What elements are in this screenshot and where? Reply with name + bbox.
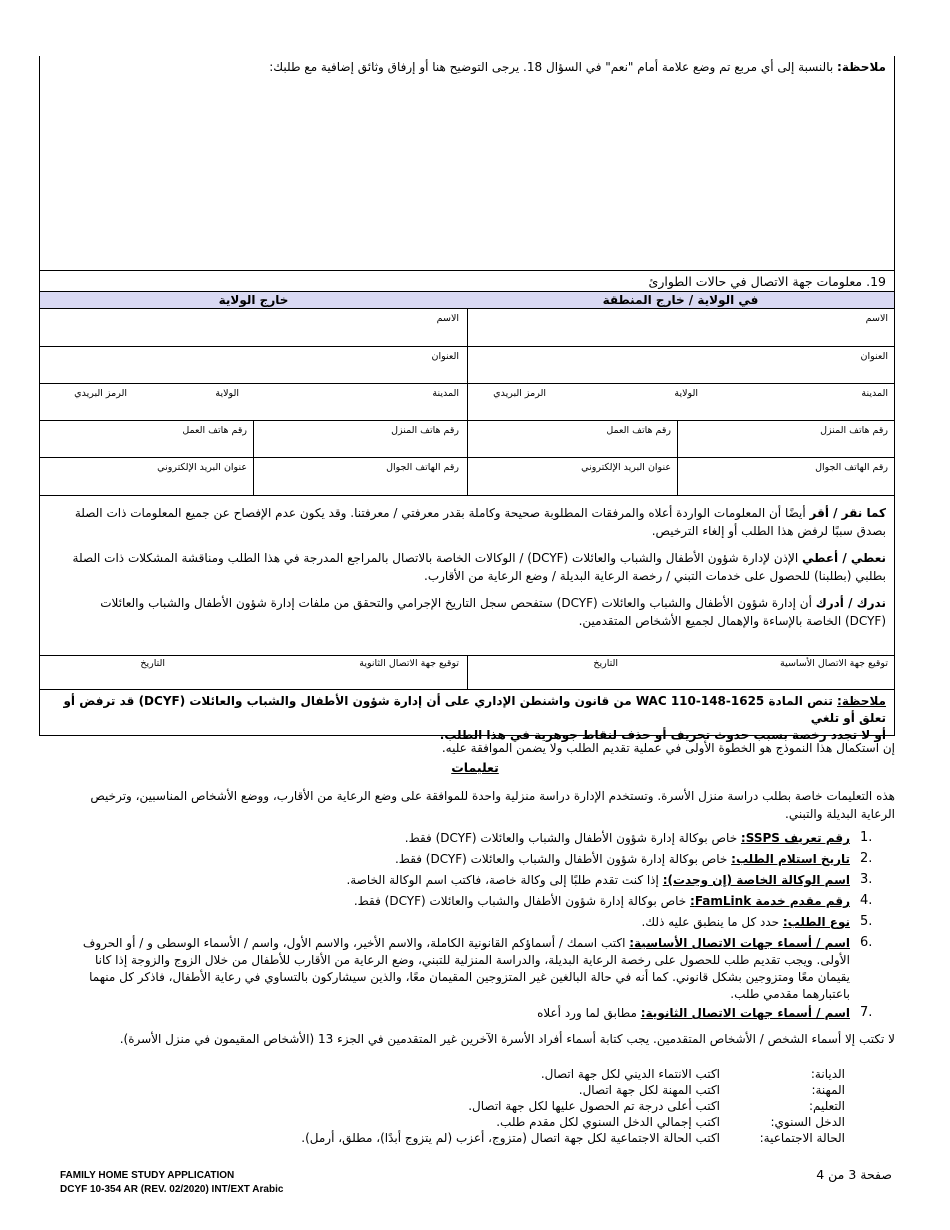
out-state-email-label: عنوان البريد الإلكتروني <box>157 462 247 473</box>
declaration-2-bold: نعطي / أعطي <box>802 551 886 565</box>
instruction-item-number: 3. <box>860 872 873 887</box>
instruction-item-text: حدد كل ما ينطبق عليه ذلك. <box>641 915 783 929</box>
in-state-work-phone-field[interactable] <box>468 421 677 457</box>
note-bottom-text2: أو لا تجدد رخصة بسبب حدوث تحريف أو حذف لنقاط جوهرية في هذا الطلب. <box>439 728 886 742</box>
declaration-3 <box>56 594 886 630</box>
declaration-3-text: أن إدارة شؤون الأطفال والشباب والعائلات (DCYF) ستفحص سجل التاريخ الإجرامي والتحقق من ملفات إدارة شؤون الأطفال والشباب والعائلات (DCYF) الخاصة بالإساءة والإهمال لجميع الأشخاص المتقدمين. <box>100 596 886 628</box>
instructions-intro: هذه التعليمات خاصة بطلب دراسة منزل الأسرة. وتستخدم الإدارة دراسة منزلية واحدة للموافقة على وضع الرعاية من الأقارب، ووضع الأشخاص المناسبين، وترخيص الرعاية البديلة والتبني. <box>90 789 895 821</box>
in-state-mobile-field[interactable] <box>678 458 894 495</box>
q19-title: معلومات جهة الاتصال في حالات الطوارئ <box>648 274 863 289</box>
primary-signature-field[interactable] <box>468 656 894 689</box>
declaration-1-bold: كما نقر / أقر <box>809 506 886 520</box>
form-title: FAMILY HOME STUDY APPLICATION <box>60 1170 235 1181</box>
in-state-home-phone-label: رقم هاتف المنزل <box>820 425 888 436</box>
instruction-item-text: مطابق لما ورد أعلاه <box>537 1006 641 1020</box>
definition-text: اكتب المهنة لكل جهة اتصال. <box>578 1083 720 1097</box>
in-state-header: في الولاية / خارج المنطقة <box>602 293 759 307</box>
instruction-item-text: اكتب اسمك / أسماؤكم القانونية الكاملة، والاسم الأخير، والاسم الأول، واسم / الأسماء الوسطى و / أو الحروف الأولى. ويجب تقديم طلب للحصول على رخصة الرعاية البديلة، والدراسة المنزلية للتبني، وضع الرعاية من الأقارب للأطفال من خلال الزوج والزوجة إذا كانا يقيمان معًا ومتزوجين بشكل قانوني. كما أنه في حالة البالغين غير المتزوجين المقيمان معًا، والذين سيشاركون بالتساوي في رعاية الأطفال، فاذكر كل منهما باعتبارهما مقدمي طلب. <box>82 936 850 1001</box>
instruction-item <box>90 914 850 931</box>
instruction-item <box>90 851 850 868</box>
out-state-home-phone-field[interactable] <box>254 421 467 457</box>
item7-note: لا تكتب إلا أسماء الشخص / الأشخاص المتقدمين. يجب كتابة أسماء أفراد الأسرة الآخرين غير المتقدمين في الجزء 13 (الأشخاص المقيمون في منزل الأسرة). <box>119 1032 895 1046</box>
definition-term: التعليم: <box>808 1099 845 1113</box>
definition-text: اكتب أعلى درجة تم الحصول عليها لكل جهة اتصال. <box>468 1099 720 1113</box>
q19-heading <box>649 274 886 289</box>
instruction-item-text: خاص بوكالة إدارة شؤون الأطفال والشباب والعائلات (DCYF) فقط. <box>404 831 741 845</box>
definition-text: اكتب الانتماء الديني لكل جهة اتصال. <box>540 1067 720 1081</box>
out-state-work-phone-label: رقم هاتف العمل <box>182 425 247 436</box>
in-state-city-label: المدينة <box>861 388 888 399</box>
note-explanation-area[interactable] <box>40 56 894 270</box>
in-state-address-label: العنوان <box>860 351 888 362</box>
out-state-work-phone-field[interactable] <box>40 421 253 457</box>
definition-term: الديانة: <box>810 1067 845 1081</box>
out-state-mobile-label: رقم الهاتف الجوال <box>386 462 459 473</box>
instruction-item-term: اسم / أسماء جهات الاتصال الثانوية: <box>640 1006 850 1020</box>
declaration-1-text: أيضًا أن المعلومات الواردة أعلاه والمرفقات المطلوبة صحيحة وكاملة بقدر معرفتي / معرفتنا. وقد يكون عدم الإفصاح عن جميع المعلومات ذات الصلة بصدق سببًا لرفض هذا الطلب أو إلغاء الترخيص. <box>74 506 886 538</box>
declaration-2-text: الإذن لإدارة شؤون الأطفال والشباب والعائلات (DCYF) / الوكالات الخاصة بالاتصال بالمراجع المدرجة في هذا الطلب ومناقشة المشكلات ذات الصلة بطلبي (بطلبنا) للحصول على خدمات التبني / رخصة الرعاية البديلة / وضع الرعاية من الأقارب. <box>72 551 886 583</box>
secondary-signature-field[interactable] <box>40 656 467 689</box>
out-state-mobile-field[interactable] <box>254 458 467 495</box>
in-state-address-field[interactable] <box>468 347 894 383</box>
out-state-email-field[interactable] <box>40 458 253 495</box>
completion-note: إن استكمال هذا النموذج هو الخطوة الأولى في عملية تقديم الطلب ولا يضمن الموافقة عليه. <box>441 741 895 755</box>
instruction-item-number: 1. <box>860 830 873 845</box>
instruction-item <box>90 1005 850 1022</box>
in-state-mobile-label: رقم الهاتف الجوال <box>815 462 888 473</box>
secondary-date-label: التاريخ <box>140 658 165 669</box>
note-top <box>56 58 886 76</box>
instruction-item-term: اسم الوكالة الخاصة (إن وجدت): <box>662 873 850 887</box>
instruction-item-text: خاص بوكالة إدارة شؤون الأطفال والشباب والعائلات (DCYF) فقط. <box>394 852 732 866</box>
in-state-work-phone-label: رقم هاتف العمل <box>606 425 671 436</box>
instruction-item <box>60 935 850 1003</box>
instruction-item <box>90 893 850 910</box>
out-state-address-label: العنوان <box>431 351 459 362</box>
in-state-city-row[interactable] <box>468 384 894 420</box>
form-code: DCYF 10-354 AR (REV. 02/2020) INT/EXT Arabic <box>60 1184 284 1195</box>
instruction-item-term: اسم / أسماء جهات الاتصال الأساسية: <box>629 936 850 950</box>
instruction-item-term: رقم مقدم خدمة FamLink: <box>690 894 850 908</box>
instruction-item-number: 2. <box>860 851 873 866</box>
in-state-home-phone-field[interactable] <box>678 421 894 457</box>
in-state-name-field[interactable] <box>468 310 894 346</box>
instruction-item-number: 4. <box>860 893 873 908</box>
out-state-home-phone-label: رقم هاتف المنزل <box>391 425 459 436</box>
out-state-city-label: المدينة <box>432 388 459 399</box>
in-state-email-label: عنوان البريد الإلكتروني <box>581 462 671 473</box>
out-state-address-field[interactable] <box>40 347 467 383</box>
secondary-signature-label: توقيع جهة الاتصال الثانوية <box>359 658 459 669</box>
in-state-email-field[interactable] <box>468 458 677 495</box>
out-state-zip-label: الرمز البريدي <box>74 388 127 399</box>
instruction-item <box>90 872 850 889</box>
note-top-text: بالنسبة إلى أي مربع تم وضع علامة أمام "نعم" في السؤال 18. يرجى التوضيح هنا أو إرفاق وثائق إضافية مع طلبك: <box>269 60 838 74</box>
instruction-item-number: 7. <box>860 1005 873 1020</box>
instruction-item-term: تاريخ استلام الطلب: <box>731 852 850 866</box>
definition-text: اكتب إجمالي الدخل السنوي لكل مقدم طلب. <box>496 1115 720 1129</box>
declaration-2 <box>56 549 886 585</box>
page-number: صفحة 3 من 4 <box>816 1167 892 1182</box>
out-state-state-label: الولاية <box>215 388 239 399</box>
instruction-item-term: رقم تعريف SSPS: <box>740 831 850 845</box>
instructions-heading: تعليمات <box>451 760 499 775</box>
instruction-item-number: 5. <box>860 914 873 929</box>
note-bottom-text1: تنص المادة WAC 110-148-1625 من قانون واشنطن الإداري على أن إدارة شؤون الأطفال والشباب والعائلات (DCYF) قد ترفض أو تعلق أو تلغي <box>63 694 886 725</box>
form-section <box>39 56 895 742</box>
declaration-1 <box>56 504 886 540</box>
declaration-3-bold: ندرك / أدرك <box>815 596 886 610</box>
note-top-label: ملاحظة: <box>837 60 886 74</box>
definition-term: الدخل السنوي: <box>770 1115 845 1129</box>
instruction-item-term: نوع الطلب: <box>782 915 850 929</box>
in-state-zip-label: الرمز البريدي <box>493 388 546 399</box>
primary-date-label: التاريخ <box>593 658 618 669</box>
in-state-name-label: الاسم <box>865 313 888 324</box>
out-state-name-field[interactable] <box>40 310 467 346</box>
definition-term: الحالة الاجتماعية: <box>759 1131 845 1145</box>
instruction-item-text: خاص بوكالة إدارة شؤون الأطفال والشباب والعائلات (DCYF) فقط. <box>353 894 690 908</box>
out-state-name-label: الاسم <box>436 313 459 324</box>
note-bottom-label: ملاحظة: <box>837 694 886 708</box>
q19-number: 19. <box>866 274 886 289</box>
definition-term: المهنة: <box>811 1083 845 1097</box>
out-state-header: خارج الولاية <box>218 293 289 307</box>
definition-text: اكتب الحالة الاجتماعية لكل جهة اتصال (متزوج، أعزب (لم يتزوج أبدًا)، مطلق، أرمل). <box>301 1131 720 1145</box>
instruction-item-text: إذا كنت تقدم طلبًا إلى وكالة خاصة، فاكتب اسم الوكالة الخاصة. <box>346 873 663 887</box>
instruction-item <box>90 830 850 847</box>
note-bottom <box>46 693 886 744</box>
note-bottom-line1 <box>46 693 886 727</box>
out-state-city-row[interactable] <box>40 384 467 420</box>
in-state-state-label: الولاية <box>674 388 698 399</box>
emergency-header-row <box>40 291 894 309</box>
primary-signature-label: توقيع جهة الاتصال الأساسية <box>780 658 888 669</box>
instruction-item-number: 6. <box>860 935 873 950</box>
